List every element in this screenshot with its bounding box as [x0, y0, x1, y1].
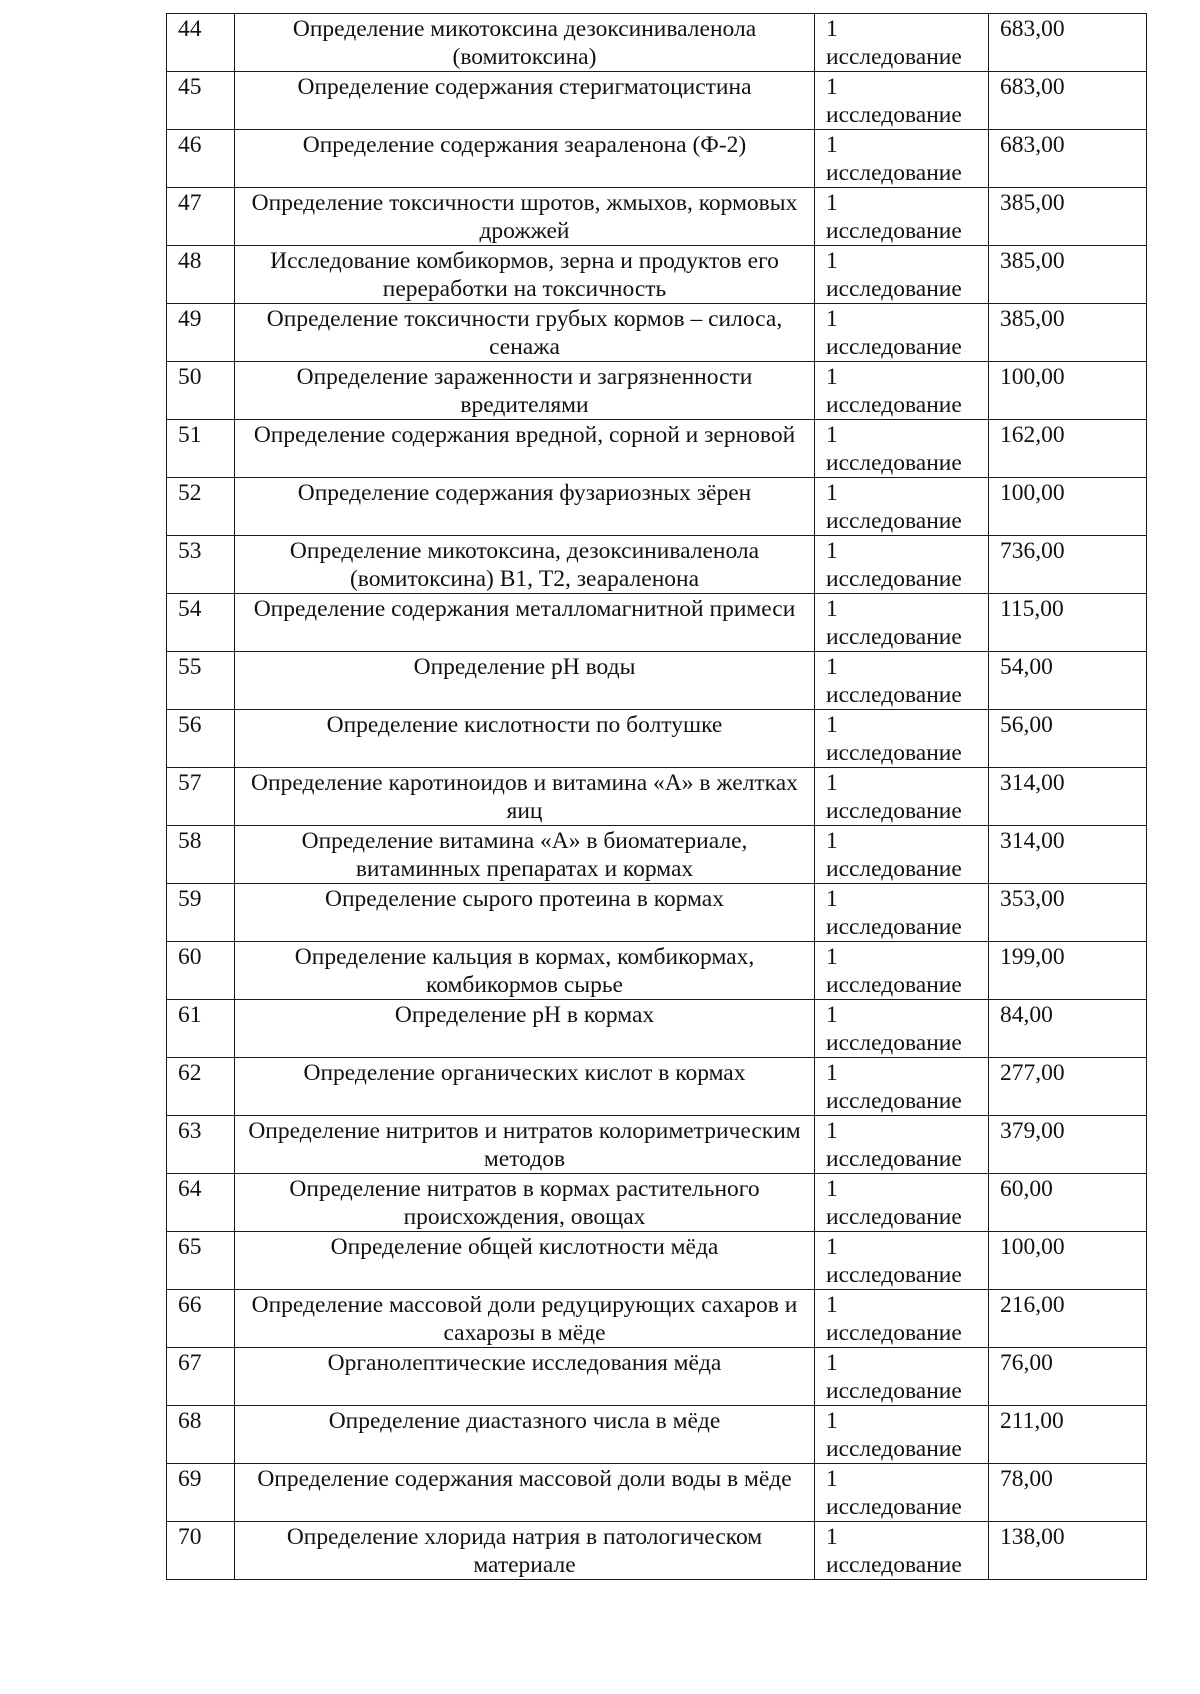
row-number: 45 — [178, 74, 202, 100]
unit-label: исследование — [826, 102, 962, 128]
unit-cell — [815, 1174, 989, 1232]
service-name: Определение кальция в кормах, комбикормах, комбикормов сырье — [294, 944, 755, 998]
service-name: Определение органических кислот в кормах — [303, 1060, 746, 1086]
unit-label: исследование — [826, 1088, 962, 1114]
row-number-cell — [167, 304, 235, 362]
service-name-cell — [235, 1116, 815, 1174]
row-number: 63 — [178, 1118, 202, 1144]
price-cell — [989, 420, 1147, 478]
table-row — [167, 1000, 1147, 1058]
row-number-cell — [167, 1232, 235, 1290]
service-name: Определение микотоксина, дезоксиниваленола (вомитоксина) В1, Т2, зеараленона — [289, 538, 760, 592]
service-name: Определение содержания массовой доли воды в мёде — [257, 1466, 792, 1492]
row-number-cell — [167, 536, 235, 594]
row-number-cell — [167, 768, 235, 826]
unit-label: исследование — [826, 856, 962, 882]
service-name: Определение рН в кормах — [394, 1002, 655, 1028]
service-name: Определение токсичности шротов, жмыхов, кормовых дрожжей — [251, 190, 798, 244]
unit-quantity: 1 — [826, 306, 838, 332]
service-name-cell — [235, 14, 815, 72]
unit-quantity: 1 — [826, 1524, 838, 1550]
unit-label: исследование — [826, 740, 962, 766]
service-name: Определение сырого протеина в кормах — [325, 886, 724, 912]
unit-label: исследование — [826, 914, 962, 940]
unit-quantity: 1 — [826, 1234, 838, 1260]
table-row — [167, 304, 1147, 362]
row-number: 64 — [178, 1176, 202, 1202]
service-name-cell — [235, 478, 815, 536]
table-row — [167, 130, 1147, 188]
price-value: 683,00 — [1000, 132, 1065, 158]
unit-cell — [815, 594, 989, 652]
price-value: 56,00 — [1000, 712, 1053, 738]
price-cell — [989, 1174, 1147, 1232]
unit-quantity: 1 — [826, 828, 838, 854]
row-number: 55 — [178, 654, 202, 680]
row-number-cell — [167, 14, 235, 72]
table-row — [167, 1058, 1147, 1116]
unit-quantity: 1 — [826, 712, 838, 738]
service-name-cell — [235, 130, 815, 188]
unit-label: исследование — [826, 1436, 962, 1462]
service-name-cell — [235, 1000, 815, 1058]
row-number: 56 — [178, 712, 202, 738]
row-number: 59 — [178, 886, 202, 912]
service-name-cell — [235, 942, 815, 1000]
unit-label: исследование — [826, 1146, 962, 1172]
row-number-cell — [167, 1464, 235, 1522]
unit-cell — [815, 1464, 989, 1522]
service-name-cell — [235, 72, 815, 130]
row-number: 58 — [178, 828, 202, 854]
service-name-cell — [235, 420, 815, 478]
unit-cell — [815, 768, 989, 826]
price-value: 60,00 — [1000, 1176, 1053, 1202]
price-cell — [989, 1290, 1147, 1348]
price-cell — [989, 304, 1147, 362]
service-name: Определение токсичности грубых кормов – силоса, сенажа — [266, 306, 783, 360]
price-cell — [989, 1058, 1147, 1116]
price-value: 385,00 — [1000, 190, 1065, 216]
service-name-cell — [235, 1232, 815, 1290]
unit-cell — [815, 1116, 989, 1174]
table-row — [167, 478, 1147, 536]
service-name: Органолептические исследования мёда — [327, 1350, 722, 1376]
unit-label: исследование — [826, 1378, 962, 1404]
table-row — [167, 768, 1147, 826]
service-name-cell — [235, 1522, 815, 1580]
unit-cell — [815, 1406, 989, 1464]
row-number-cell — [167, 1348, 235, 1406]
row-number: 48 — [178, 248, 202, 274]
price-value: 100,00 — [1000, 480, 1065, 506]
service-name: Определение содержания вредной, сорной и зерновой — [253, 422, 796, 448]
price-value: 100,00 — [1000, 1234, 1065, 1260]
row-number-cell — [167, 478, 235, 536]
price-cell — [989, 478, 1147, 536]
unit-quantity: 1 — [826, 1408, 838, 1434]
service-name: Определение нитратов в кормах растительного происхождения, овощах — [289, 1176, 760, 1230]
service-name-cell — [235, 536, 815, 594]
price-cell — [989, 130, 1147, 188]
service-name-cell — [235, 1058, 815, 1116]
row-number-cell — [167, 710, 235, 768]
price-value: 115,00 — [1000, 596, 1064, 622]
row-number-cell — [167, 188, 235, 246]
unit-cell — [815, 130, 989, 188]
price-value: 353,00 — [1000, 886, 1065, 912]
price-value: 277,00 — [1000, 1060, 1065, 1086]
service-name-cell — [235, 246, 815, 304]
price-value: 216,00 — [1000, 1292, 1065, 1318]
service-name: Определение микотоксина дезоксиниваленола (вомитоксина) — [292, 16, 757, 70]
row-number-cell — [167, 942, 235, 1000]
table-row — [167, 536, 1147, 594]
price-cell — [989, 884, 1147, 942]
table-row — [167, 1174, 1147, 1232]
unit-cell — [815, 652, 989, 710]
service-name-cell — [235, 188, 815, 246]
unit-cell — [815, 188, 989, 246]
price-value: 683,00 — [1000, 16, 1065, 42]
price-value: 736,00 — [1000, 538, 1065, 564]
price-cell — [989, 826, 1147, 884]
service-name-cell — [235, 1348, 815, 1406]
unit-cell — [815, 1290, 989, 1348]
service-name-cell — [235, 710, 815, 768]
unit-cell — [815, 942, 989, 1000]
unit-label: исследование — [826, 624, 962, 650]
price-cell — [989, 1406, 1147, 1464]
price-cell — [989, 1464, 1147, 1522]
unit-quantity: 1 — [826, 1466, 838, 1492]
price-value: 84,00 — [1000, 1002, 1053, 1028]
row-number-cell — [167, 72, 235, 130]
service-name-cell — [235, 1174, 815, 1232]
row-number: 50 — [178, 364, 202, 390]
service-name-cell — [235, 652, 815, 710]
price-cell — [989, 14, 1147, 72]
price-cell — [989, 594, 1147, 652]
price-cell — [989, 942, 1147, 1000]
row-number: 65 — [178, 1234, 202, 1260]
service-name-cell — [235, 884, 815, 942]
table-row — [167, 652, 1147, 710]
row-number: 69 — [178, 1466, 202, 1492]
unit-quantity: 1 — [826, 1002, 838, 1028]
unit-label: исследование — [826, 972, 962, 998]
service-name: Определение витамина «А» в биоматериале, витаминных препаратах и кормах — [301, 828, 748, 882]
row-number-cell — [167, 1058, 235, 1116]
table-row — [167, 1406, 1147, 1464]
row-number: 46 — [178, 132, 202, 158]
service-name: Определение содержания стеригматоцистина — [297, 74, 752, 100]
service-name-cell — [235, 1290, 815, 1348]
row-number: 67 — [178, 1350, 202, 1376]
price-cell — [989, 246, 1147, 304]
price-cell — [989, 1522, 1147, 1580]
row-number-cell — [167, 1116, 235, 1174]
price-cell — [989, 710, 1147, 768]
price-cell — [989, 1116, 1147, 1174]
service-name-cell — [235, 768, 815, 826]
unit-label: исследование — [826, 44, 962, 70]
unit-cell — [815, 14, 989, 72]
row-number: 47 — [178, 190, 202, 216]
price-cell — [989, 1000, 1147, 1058]
unit-quantity: 1 — [826, 74, 838, 100]
unit-label: исследование — [826, 450, 962, 476]
table-row — [167, 188, 1147, 246]
unit-quantity: 1 — [826, 886, 838, 912]
unit-cell — [815, 72, 989, 130]
service-name: Определение общей кислотности мёда — [330, 1234, 719, 1260]
price-cell — [989, 72, 1147, 130]
unit-label: исследование — [826, 1552, 962, 1578]
unit-label: исследование — [826, 798, 962, 824]
table-row — [167, 1290, 1147, 1348]
unit-label: исследование — [826, 1204, 962, 1230]
service-name-cell — [235, 1464, 815, 1522]
unit-quantity: 1 — [826, 248, 838, 274]
service-name: Определение диастазного числа в мёде — [328, 1408, 721, 1434]
price-cell — [989, 1232, 1147, 1290]
price-value: 379,00 — [1000, 1118, 1065, 1144]
price-table-body — [167, 14, 1147, 1580]
row-number-cell — [167, 1174, 235, 1232]
row-number: 52 — [178, 480, 202, 506]
table-row — [167, 1116, 1147, 1174]
unit-cell — [815, 478, 989, 536]
table-row — [167, 14, 1147, 72]
price-value: 162,00 — [1000, 422, 1065, 448]
unit-cell — [815, 362, 989, 420]
unit-cell — [815, 826, 989, 884]
unit-cell — [815, 884, 989, 942]
table-row — [167, 884, 1147, 942]
service-name: Определение хлорида натрия в патологическом материале — [286, 1524, 763, 1578]
price-cell — [989, 188, 1147, 246]
unit-cell — [815, 536, 989, 594]
row-number-cell — [167, 1290, 235, 1348]
table-row — [167, 710, 1147, 768]
price-value: 76,00 — [1000, 1350, 1053, 1376]
unit-quantity: 1 — [826, 480, 838, 506]
row-number: 68 — [178, 1408, 202, 1434]
unit-cell — [815, 1058, 989, 1116]
price-value: 314,00 — [1000, 828, 1065, 854]
unit-label: исследование — [826, 276, 962, 302]
unit-label: исследование — [826, 1030, 962, 1056]
service-name: Определение нитритов и нитратов колориметрическим методов — [248, 1118, 801, 1172]
service-name: Исследование комбикормов, зерна и продуктов его переработки на токсичность — [270, 248, 779, 302]
row-number: 54 — [178, 596, 202, 622]
unit-cell — [815, 1232, 989, 1290]
unit-label: исследование — [826, 508, 962, 534]
price-value: 385,00 — [1000, 248, 1065, 274]
row-number: 66 — [178, 1292, 202, 1318]
service-name: Определение содержания зеараленона (Ф-2) — [302, 132, 747, 158]
service-name: Определение зараженности и загрязненности вредителями — [296, 364, 753, 418]
table-row — [167, 72, 1147, 130]
row-number-cell — [167, 130, 235, 188]
service-name: Определение рН воды — [413, 654, 636, 680]
table-row — [167, 826, 1147, 884]
unit-quantity: 1 — [826, 538, 838, 564]
service-name: Определение массовой доли редуцирующих сахаров и сахарозы в мёде — [251, 1292, 798, 1346]
row-number: 57 — [178, 770, 202, 796]
unit-cell — [815, 1522, 989, 1580]
unit-label: исследование — [826, 1262, 962, 1288]
row-number-cell — [167, 594, 235, 652]
table-row — [167, 594, 1147, 652]
price-value: 54,00 — [1000, 654, 1053, 680]
unit-cell — [815, 710, 989, 768]
price-cell — [989, 652, 1147, 710]
unit-cell — [815, 1000, 989, 1058]
service-name: Определение каротиноидов и витамина «А» в желтках яиц — [251, 770, 798, 824]
service-name: Определение содержания металломагнитной примеси — [253, 596, 796, 622]
table-row — [167, 420, 1147, 478]
unit-quantity: 1 — [826, 596, 838, 622]
row-number: 60 — [178, 944, 202, 970]
service-name-cell — [235, 826, 815, 884]
row-number-cell — [167, 420, 235, 478]
table-row — [167, 362, 1147, 420]
row-number: 44 — [178, 16, 202, 42]
unit-cell — [815, 304, 989, 362]
row-number: 51 — [178, 422, 202, 448]
table-row — [167, 1348, 1147, 1406]
table-row — [167, 942, 1147, 1000]
price-value: 314,00 — [1000, 770, 1065, 796]
table-row — [167, 246, 1147, 304]
row-number-cell — [167, 884, 235, 942]
unit-quantity: 1 — [826, 132, 838, 158]
price-value: 199,00 — [1000, 944, 1065, 970]
price-value: 385,00 — [1000, 306, 1065, 332]
price-value: 138,00 — [1000, 1524, 1065, 1550]
unit-quantity: 1 — [826, 654, 838, 680]
unit-quantity: 1 — [826, 1118, 838, 1144]
unit-label: исследование — [826, 682, 962, 708]
unit-quantity: 1 — [826, 1060, 838, 1086]
row-number-cell — [167, 246, 235, 304]
unit-label: исследование — [826, 392, 962, 418]
service-name-cell — [235, 362, 815, 420]
service-name-cell — [235, 304, 815, 362]
row-number: 53 — [178, 538, 202, 564]
price-value: 211,00 — [1000, 1408, 1064, 1434]
unit-label: исследование — [826, 1494, 962, 1520]
unit-quantity: 1 — [826, 1176, 838, 1202]
price-cell — [989, 1348, 1147, 1406]
unit-quantity: 1 — [826, 190, 838, 216]
unit-label: исследование — [826, 160, 962, 186]
price-value: 100,00 — [1000, 364, 1065, 390]
unit-quantity: 1 — [826, 944, 838, 970]
unit-quantity: 1 — [826, 1350, 838, 1376]
service-name: Определение содержания фузариозных зёрен — [297, 480, 752, 506]
unit-quantity: 1 — [826, 422, 838, 448]
service-name-cell — [235, 1406, 815, 1464]
row-number-cell — [167, 1406, 235, 1464]
price-table — [166, 13, 1147, 1580]
row-number: 62 — [178, 1060, 202, 1086]
price-cell — [989, 362, 1147, 420]
row-number-cell — [167, 1522, 235, 1580]
table-row — [167, 1522, 1147, 1580]
unit-quantity: 1 — [826, 364, 838, 390]
row-number: 49 — [178, 306, 202, 332]
row-number-cell — [167, 362, 235, 420]
row-number: 61 — [178, 1002, 202, 1028]
service-name-cell — [235, 594, 815, 652]
unit-label: исследование — [826, 218, 962, 244]
price-value: 78,00 — [1000, 1466, 1053, 1492]
unit-cell — [815, 420, 989, 478]
row-number-cell — [167, 826, 235, 884]
row-number: 70 — [178, 1524, 202, 1550]
unit-quantity: 1 — [826, 1292, 838, 1318]
row-number-cell — [167, 1000, 235, 1058]
unit-label: исследование — [826, 1320, 962, 1346]
unit-cell — [815, 1348, 989, 1406]
row-number-cell — [167, 652, 235, 710]
unit-quantity: 1 — [826, 770, 838, 796]
price-cell — [989, 768, 1147, 826]
unit-label: исследование — [826, 566, 962, 592]
table-row — [167, 1464, 1147, 1522]
unit-quantity: 1 — [826, 16, 838, 42]
unit-cell — [815, 246, 989, 304]
table-row — [167, 1232, 1147, 1290]
price-value: 683,00 — [1000, 74, 1065, 100]
service-name: Определение кислотности по болтушке — [326, 712, 723, 738]
price-cell — [989, 536, 1147, 594]
unit-label: исследование — [826, 334, 962, 360]
